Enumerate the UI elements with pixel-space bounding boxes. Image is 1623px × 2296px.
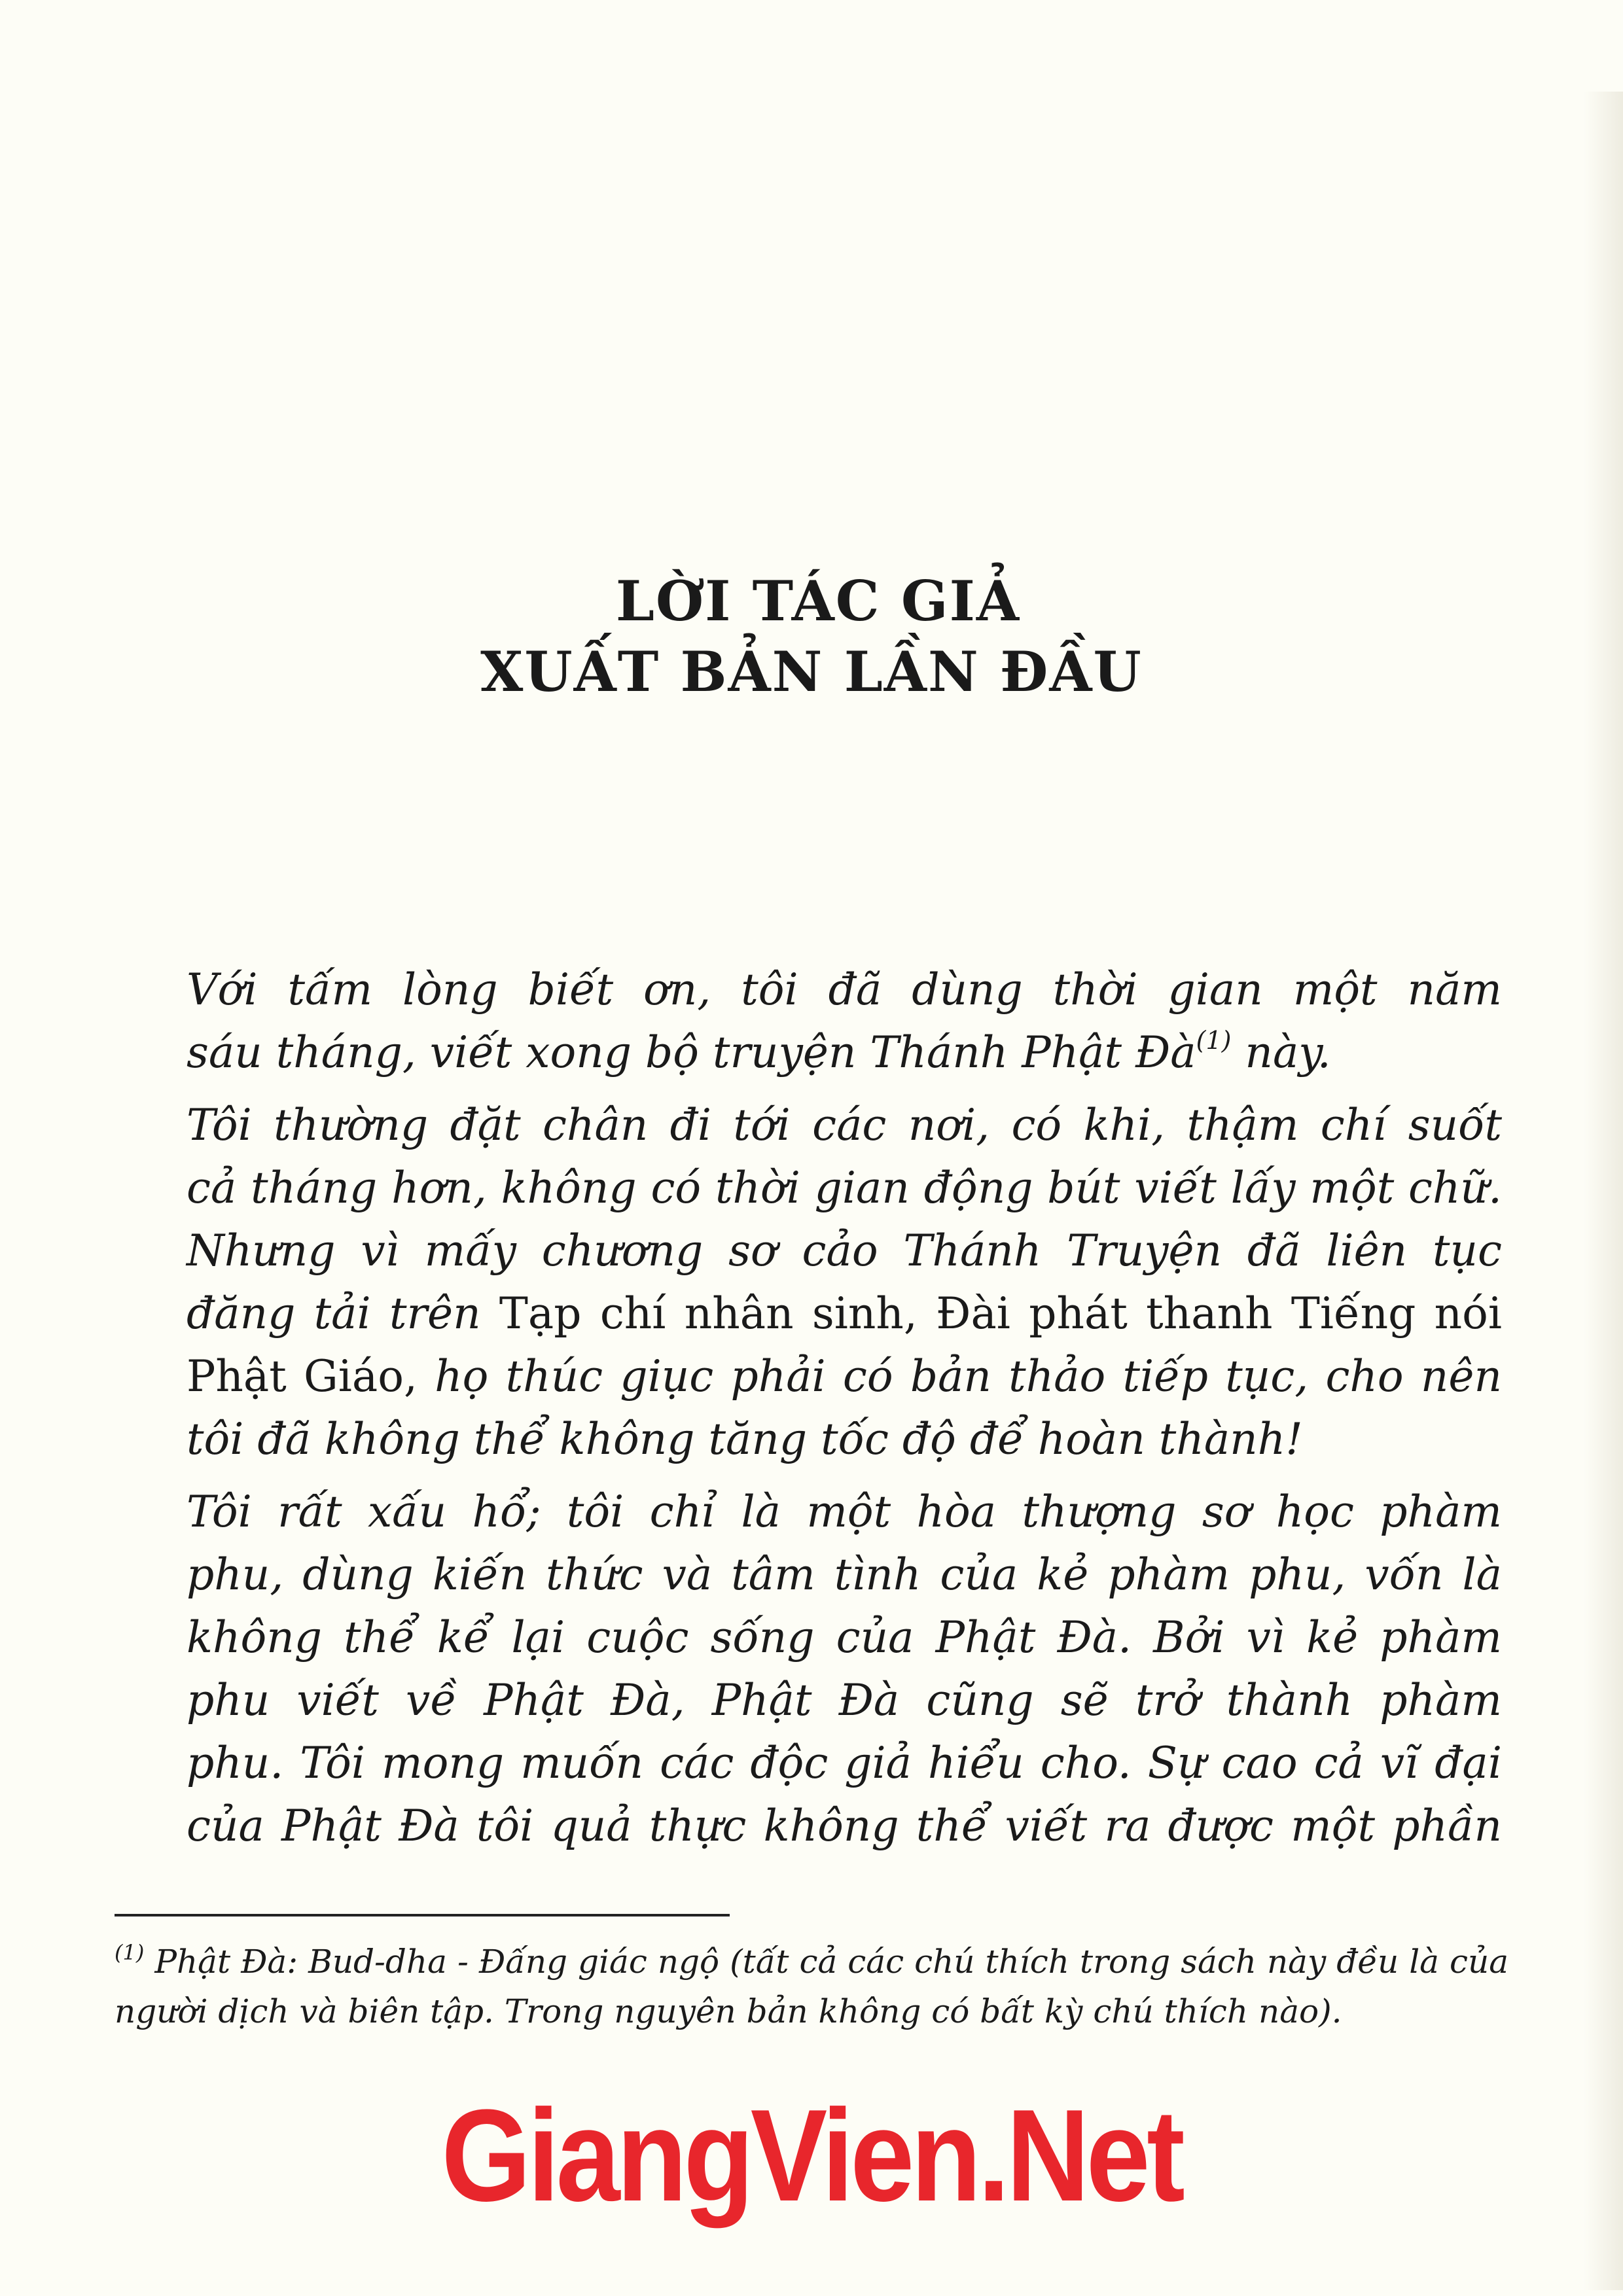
paragraph-2-line-3: Nhưng vì mấy chương sơ cảo Thánh Truyện đã liên tục (187, 1226, 1502, 1276)
footnote-text: Phật Đà: Bud-dha - Đấng giác ngộ (tất cả các chú thích trong sách này đều là của người dịch và biên tập. Trong nguyên bản không có bất kỳ chú thích nào). (115, 1943, 1508, 2030)
footnote-divider (115, 1914, 730, 1916)
paragraph-2-line-5 (101, 1345, 1502, 1408)
paragraph-2-line-1: Tôi thường đặt chân đi tới các nơi, có khi, thậm chí suốt (187, 1100, 1502, 1150)
paragraph-3 (101, 1481, 1502, 1858)
paragraph-1-line-2 (101, 1021, 1502, 1084)
paragraph-1-line-2-text: sáu tháng, viết xong bộ truyện Thánh Phật Đà (187, 1027, 1196, 1078)
paragraph-3-line-1: Tôi rất xấu hổ; tôi chỉ là một hòa thượng sơ học phàm (187, 1487, 1502, 1537)
paragraph-2-line-4-italic: đăng tải trên (187, 1288, 499, 1339)
footnote-reference[interactable]: (1) (1196, 1026, 1232, 1055)
paragraph-2-line-4-roman: Tạp chí nhân sinh, Đài phát thanh Tiếng nói (499, 1288, 1502, 1339)
paragraph-2-line-4 (101, 1282, 1502, 1345)
paragraph-2-line-5-italic: họ thúc giục phải có bản thảo tiếp tục, cho nên (417, 1351, 1502, 1402)
page-title (0, 566, 1623, 707)
paragraph-2-line-5-roman: Phật Giáo, (187, 1351, 418, 1402)
watermark-logo: GiangVien.Net (441, 2083, 1182, 2229)
paragraph-2-line-6: tôi đã không thể không tăng tốc độ để hoàn thành! (187, 1414, 1303, 1464)
title-line-1: LỜI TÁC GIẢ (615, 569, 1021, 633)
paragraph-3-line-3: không thể kể lại cuộc sống của Phật Đà. Bởi vì kẻ phàm (187, 1612, 1502, 1663)
paragraph-1-line-1: Với tấm lòng biết ơn, tôi đã dùng thời gian một năm (187, 964, 1502, 1015)
paragraph-2 (101, 1094, 1502, 1471)
paragraph-3-line-2: phu, dùng kiến thức và tâm tình của kẻ phàm phu, vốn là (187, 1549, 1502, 1600)
page-edge-shadow (1584, 92, 1623, 2290)
footnote (115, 1937, 1508, 2036)
paragraph-3-line-4: phu viết về Phật Đà, Phật Đà cũng sẽ trở thành phàm (187, 1675, 1502, 1725)
paragraph-1 (101, 959, 1502, 1084)
body-text (101, 959, 1502, 1867)
footnote-marker: (1) (115, 1940, 145, 1965)
paragraph-3-line-5: phu. Tôi mong muốn các độc giả hiểu cho. Sự cao cả vĩ đại (187, 1738, 1502, 1788)
title-line-2: XUẤT BẢN LẦN ĐẦU (480, 639, 1143, 704)
paragraph-1-line-2-end: này. (1231, 1027, 1331, 1078)
paragraph-3-line-6: của Phật Đà tôi quả thực không thể viết ra được một phần (187, 1801, 1502, 1851)
paragraph-2-line-2: cả tháng hơn, không có thời gian động bút viết lấy một chữ. (187, 1163, 1502, 1213)
